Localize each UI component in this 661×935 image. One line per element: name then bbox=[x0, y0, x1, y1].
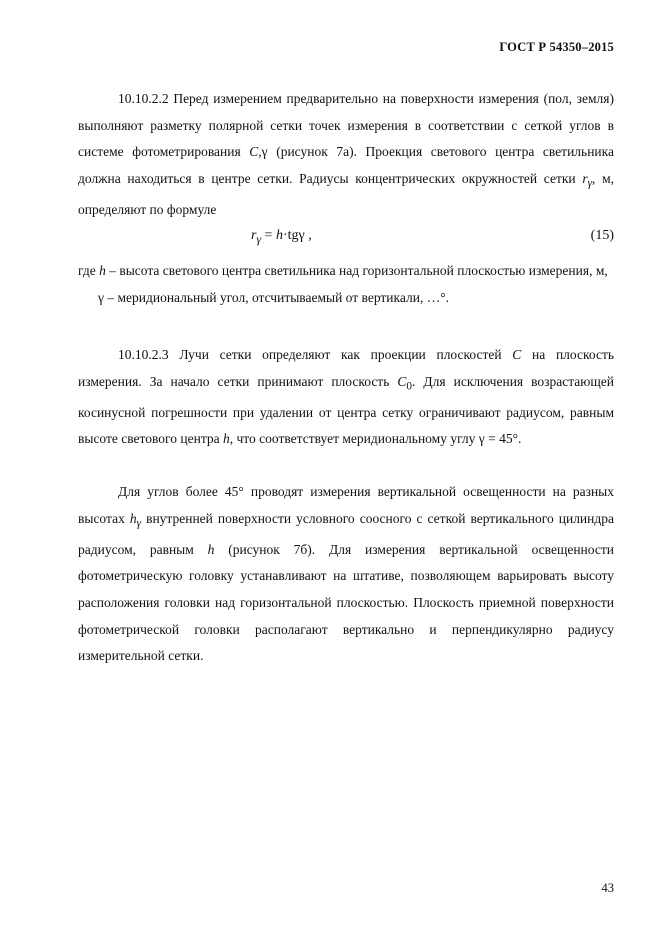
p2-text-3: . Для исключения возрастающей косинусной погрешности при удалении от центра сетку ограничивают радиусом, равным высоте светового центра bbox=[78, 373, 614, 447]
where-prefix: где bbox=[78, 263, 100, 278]
p3-symbol-h-subscript: γ bbox=[136, 517, 142, 530]
paragraph-vertical-illuminance bbox=[78, 479, 614, 670]
symbol-c: C bbox=[249, 144, 259, 160]
p2-symbol-c0-subscript: 0 bbox=[406, 380, 413, 393]
equation-number: (15) bbox=[590, 228, 614, 243]
symbol-gamma: ,γ bbox=[258, 144, 268, 160]
formula-h: h bbox=[275, 228, 283, 243]
page-number: 43 bbox=[601, 881, 614, 895]
p2-text-4: , что соответствует меридиональному углу γ = 45°. bbox=[229, 431, 522, 447]
p3-text-3: (рисунок 7б). Для измерения вертикальной освещенности фотометрическую головку устанавливают на штативе, позволяющем варьировать высоту расположения головки над горизонтальной плоскостью. Плоскость приемной поверхности фотометрической головки располагают вертикально и перпендикулярно радиусу измерительной сетки. bbox=[78, 541, 614, 664]
where-h-symbol: h bbox=[99, 263, 106, 278]
formula-equals: = bbox=[261, 228, 276, 243]
p1-text-3: , м, определяют по формуле bbox=[78, 170, 614, 218]
p3-text: Для углов более 45° проводят измерения вертикальной освещенности на разных высотах bbox=[78, 484, 614, 526]
p2-text: 10.10.2.3 Лучи сетки определяют как проекции плоскостей bbox=[118, 347, 513, 362]
document-header: ГОСТ Р 54350–2015 bbox=[499, 40, 614, 54]
p1-text-2: (рисунок 7а). Проекция светового центра светильника должна находиться в центре сетки. Радиусы концентрических окружностей сетки bbox=[78, 144, 614, 186]
p2-symbol-h: h bbox=[223, 431, 230, 447]
formula-expression bbox=[251, 228, 312, 246]
p2-symbol-c0: C bbox=[397, 373, 407, 389]
gamma-definition: γ – меридиональный угол, отсчитываемый от вертикали, …°. bbox=[98, 289, 449, 305]
p2-symbol-c: C bbox=[512, 347, 522, 362]
paragraph-10-10-2-3 bbox=[78, 342, 614, 453]
p2-text-2: на плоскость измерения. За начало сетки принимают плоскость bbox=[78, 347, 614, 389]
p1-text: 10.10.2.2 Перед измерением предварительно на поверхности измерения (пол, земля) выполняют разметку полярной сетки точек измерения в соответствии с сеткой углов в системе фотометрирования bbox=[78, 91, 614, 160]
formula-tg: ·tgγ , bbox=[282, 228, 312, 243]
p3-symbol-h2: h bbox=[207, 541, 215, 557]
formula-15 bbox=[78, 228, 614, 254]
p3-text-2: внутренней поверхности условного соосного с сеткой вертикального цилиндра радиусом, равным bbox=[78, 510, 614, 557]
where-clause bbox=[78, 258, 614, 311]
paragraph-10-10-2-2 bbox=[78, 86, 614, 224]
formula-r: r bbox=[251, 228, 257, 243]
formula-r-subscript: γ bbox=[256, 232, 262, 246]
where-h-definition: – высота светового центра светильника над горизонтальной плоскостью измерения, м, bbox=[105, 263, 608, 278]
p3-symbol-h: h bbox=[129, 510, 137, 526]
symbol-r: r bbox=[582, 170, 588, 186]
symbol-r-subscript: γ bbox=[587, 177, 593, 190]
